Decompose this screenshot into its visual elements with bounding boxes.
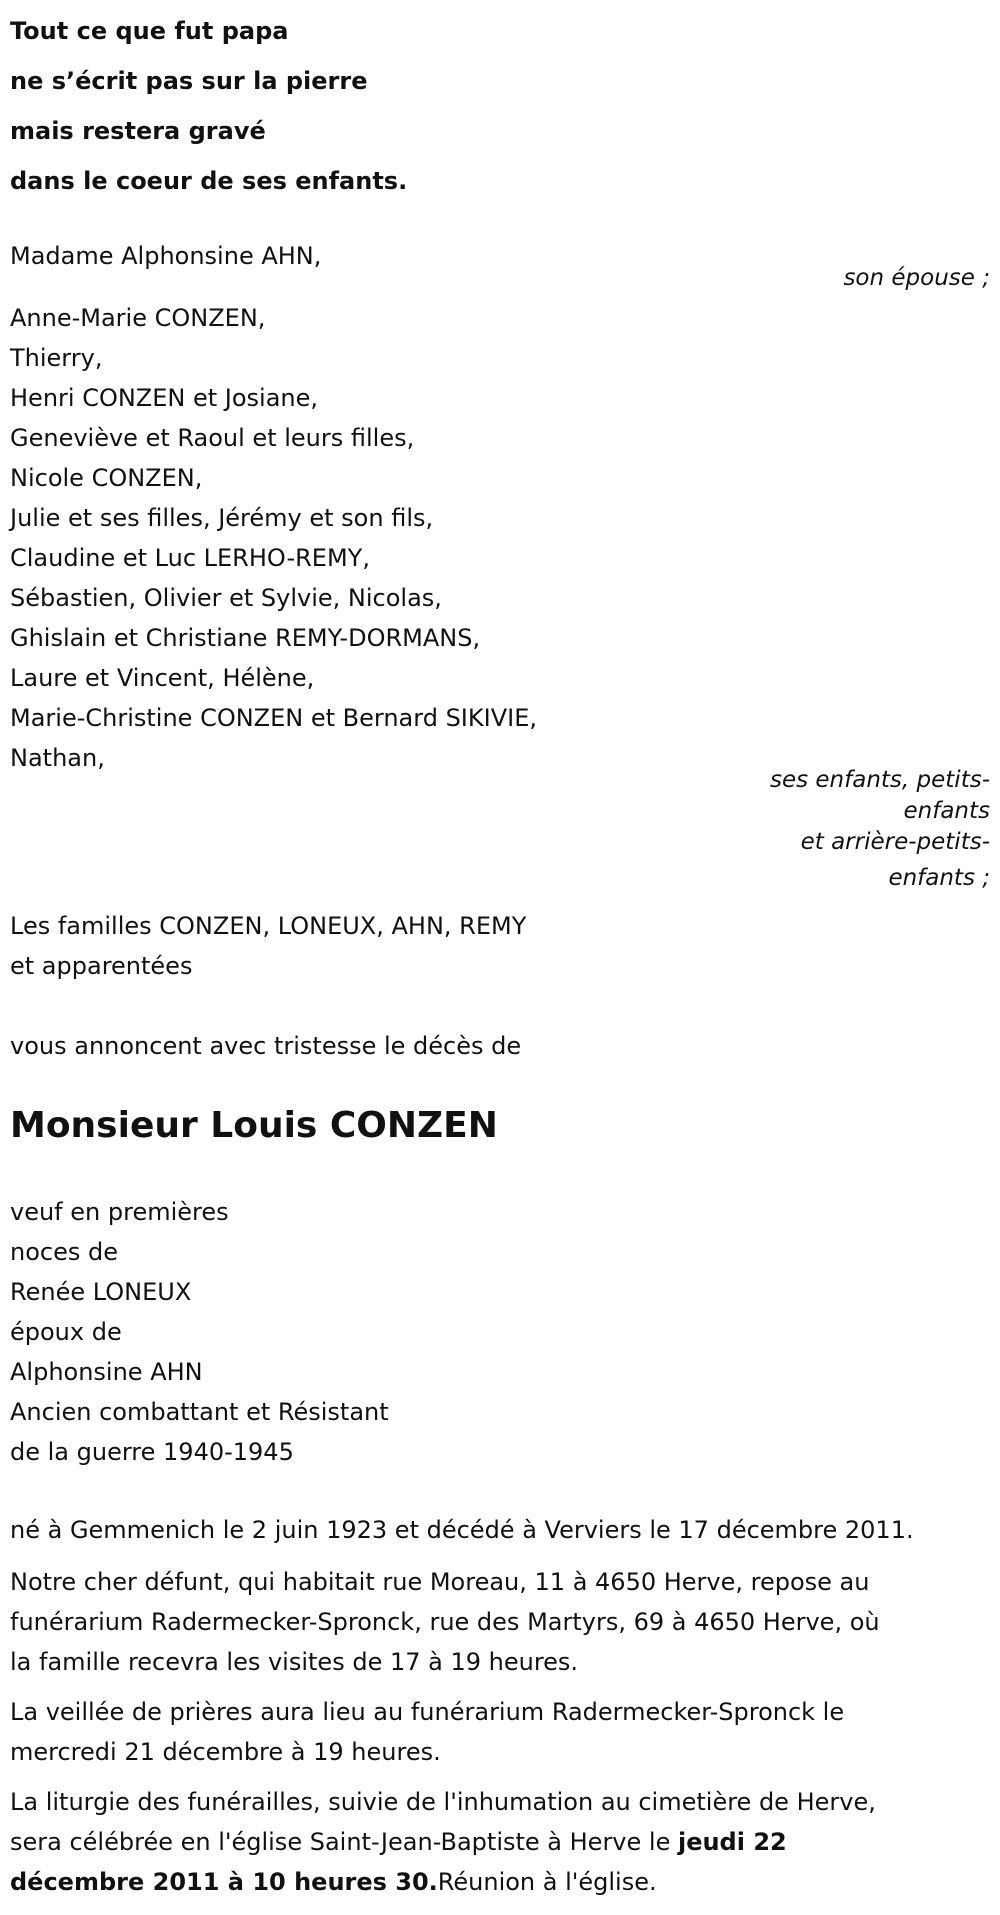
funeral-text: sera célébrée en l'église Saint-Jean-Baptiste à Herve le <box>10 1828 678 1856</box>
list-item: Sébastien, Olivier et Sylvie, Nicolas, <box>10 584 442 612</box>
poem-line: ne s’écrit pas sur la pierre <box>10 67 368 95</box>
paragraph-line: mercredi 21 décembre à 19 heures. <box>10 1738 441 1766</box>
paragraph-line: funérarium Radermecker-Spronck, rue des Martyrs, 69 à 4650 Herve, où <box>10 1608 880 1636</box>
deceased-name: Monsieur Louis CONZEN <box>10 1105 498 1146</box>
relation-line: enfants ; <box>888 865 990 891</box>
detail-line: Alphonsine AHN <box>10 1358 203 1386</box>
funeral-date-bold: jeudi 22 <box>677 1828 787 1856</box>
detail-line: époux de <box>10 1318 122 1346</box>
spouse-relation: son épouse ; <box>843 265 990 291</box>
detail-line: noces de <box>10 1238 118 1266</box>
paragraph-line: La liturgie des funérailles, suivie de l'inhumation au cimetière de Herve, <box>10 1788 876 1816</box>
detail-line: Renée LONEUX <box>10 1278 192 1306</box>
paragraph-line: La veillée de prières aura lieu au funérarium Radermecker-Spronck le <box>10 1698 845 1726</box>
list-item: Ghislain et Christiane REMY-DORMANS, <box>10 624 481 652</box>
birth-death-text: né à Gemmenich le 2 juin 1923 et décédé à Verviers le 17 décembre 2011. <box>10 1516 914 1544</box>
list-item: Thierry, <box>10 344 103 372</box>
families <box>10 906 526 986</box>
poem <box>10 6 407 206</box>
vigil-paragraph <box>10 1692 1000 1772</box>
paragraph-line <box>10 1822 1000 1862</box>
funeral-time-bold: décembre 2011 à 10 heures 30. <box>10 1868 438 1896</box>
list-item: Marie-Christine CONZEN et Bernard SIKIVIE, <box>10 704 537 732</box>
relation-line: enfants <box>903 798 990 824</box>
residence-paragraph <box>10 1562 1000 1682</box>
list-item: Nicole CONZEN, <box>10 464 203 492</box>
poem-line: Tout ce que fut papa <box>10 17 289 45</box>
announcement-text: vous annoncent avec tristesse le décès de <box>10 1032 522 1060</box>
relation-line: et arrière-petits- <box>800 829 990 855</box>
list-item: Anne-Marie CONZEN, <box>10 304 266 332</box>
list-item: Laure et Vincent, Hélène, <box>10 664 315 692</box>
announcement <box>10 1026 521 1066</box>
funeral-text: Réunion à l'église. <box>437 1868 657 1896</box>
children-list <box>10 298 537 778</box>
spouse-name-text: Madame Alphonsine AHN, <box>10 242 322 270</box>
spouse-name <box>10 236 321 276</box>
deceased-details <box>10 1192 389 1472</box>
detail-line: veuf en premières <box>10 1198 229 1226</box>
list-item: Henri CONZEN et Josiane, <box>10 384 319 412</box>
list-item: Geneviève et Raoul et leurs filles, <box>10 424 415 452</box>
detail-line: Ancien combattant et Résistant <box>10 1398 389 1426</box>
paragraph-line: Notre cher défunt, qui habitait rue Moreau, 11 à 4650 Herve, repose au <box>10 1568 870 1596</box>
detail-line: de la guerre 1940-1945 <box>10 1438 294 1466</box>
families-line: et apparentées <box>10 952 193 980</box>
poem-line: mais restera gravé <box>10 117 266 145</box>
list-item: Julie et ses filles, Jérémy et son fils, <box>10 504 434 532</box>
relation-line: ses enfants, petits- <box>769 767 990 793</box>
funeral-paragraph <box>10 1782 1000 1902</box>
children-relation <box>770 764 990 898</box>
families-line: Les familles CONZEN, LONEUX, AHN, REMY <box>10 912 527 940</box>
poem-line: dans le coeur de ses enfants. <box>10 167 408 195</box>
paragraph-line: la famille recevra les visites de 17 à 19 heures. <box>10 1648 579 1676</box>
birth-death <box>10 1510 1000 1550</box>
list-item: Claudine et Luc LERHO-REMY, <box>10 544 370 572</box>
list-item: Nathan, <box>10 744 105 772</box>
paragraph-line <box>10 1862 1000 1902</box>
